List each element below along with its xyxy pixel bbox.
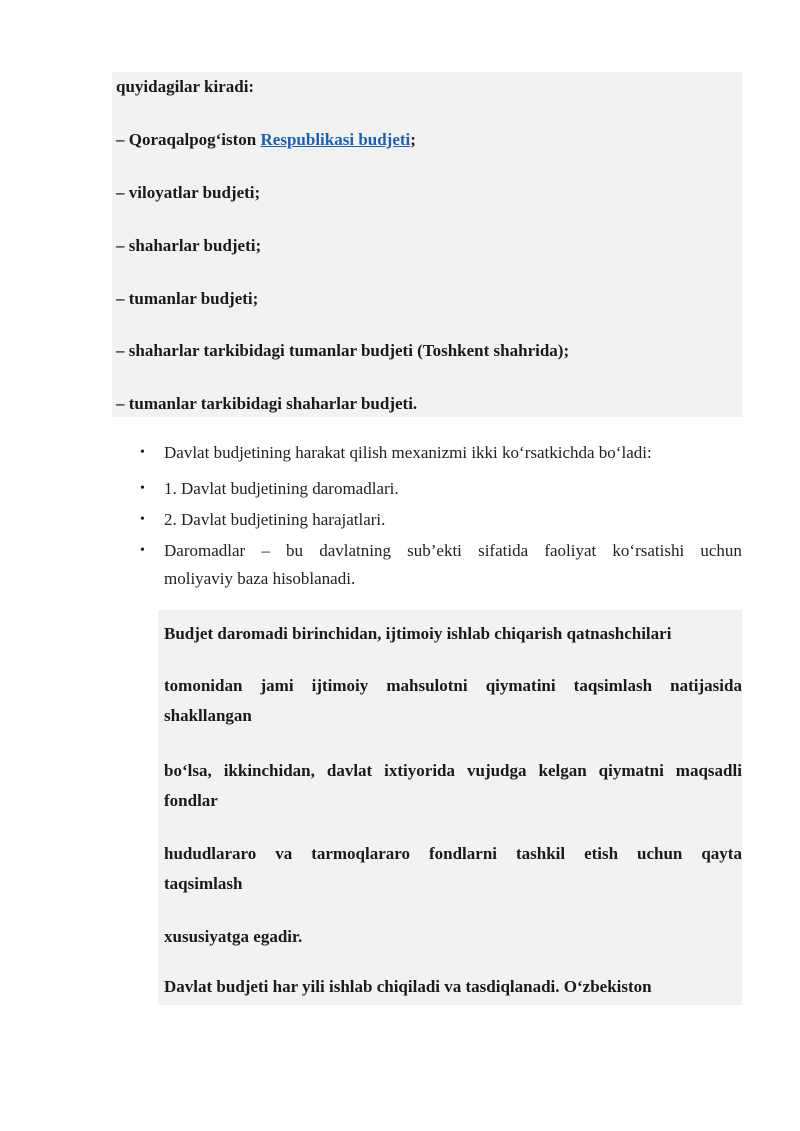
word: bo‘lsa, bbox=[164, 761, 212, 780]
word: etish bbox=[584, 844, 619, 863]
bullet-item: 2. Davlat budjetining harajatlari. bbox=[164, 510, 386, 529]
word: sub’ekti bbox=[407, 541, 462, 560]
word: – bbox=[261, 541, 270, 560]
word: mahsulotni bbox=[386, 676, 468, 695]
bullet-item-continuation: moliyaviy baza hisoblanadi. bbox=[164, 569, 356, 588]
word: uchun bbox=[637, 844, 683, 863]
list-item: – shaharlar budjeti; bbox=[116, 236, 262, 255]
word: Daromadlar bbox=[164, 541, 246, 560]
respublikasi-budjeti-link[interactable]: Respublikasi budjeti bbox=[260, 130, 411, 149]
paragraph-line: shakllangan bbox=[164, 706, 252, 725]
list-item bbox=[116, 129, 416, 151]
list-item: – tumanlar tarkibidagi shaharlar budjeti. bbox=[116, 394, 418, 413]
word: vujudga bbox=[466, 761, 527, 780]
word: qiymatini bbox=[485, 676, 556, 695]
word: davlatning bbox=[319, 541, 391, 560]
word: natijasida bbox=[670, 676, 742, 695]
bullet-marker: • bbox=[140, 445, 145, 460]
word: sifatida bbox=[478, 541, 529, 560]
word: uchun bbox=[700, 541, 742, 560]
paragraph-line: xususiyatga egadir. bbox=[164, 927, 303, 946]
word: ikkinchidan, bbox=[223, 761, 315, 780]
word: maqsadli bbox=[675, 761, 742, 780]
word: taqsimlash bbox=[573, 676, 653, 695]
word: jami bbox=[260, 676, 294, 695]
paragraph-line: Budjet daromadi birinchidan, ijtimoiy ishlab chiqarish qatnashchilari bbox=[164, 624, 672, 643]
paragraph-line: Davlat budjeti har yili ishlab chiqiladi va tasdiqlanadi. O‘zbekiston bbox=[164, 977, 652, 996]
bullet-item bbox=[164, 540, 742, 562]
word: faoliyat bbox=[544, 541, 597, 560]
bullet-item: 1. Davlat budjetining daromadlari. bbox=[164, 479, 399, 498]
bullet-marker: • bbox=[140, 512, 145, 527]
paragraph-line bbox=[164, 675, 742, 697]
word: kelgan bbox=[538, 761, 587, 780]
paragraph-line bbox=[164, 760, 742, 782]
list-item: – viloyatlar budjeti; bbox=[116, 183, 261, 202]
word: ko‘rsatishi bbox=[612, 541, 685, 560]
paragraph-line: fondlar bbox=[164, 791, 218, 810]
paragraph-line bbox=[164, 843, 742, 865]
paragraph-line: taqsimlash bbox=[164, 874, 243, 893]
bullet-marker: • bbox=[140, 543, 145, 558]
bullet-marker: • bbox=[140, 481, 145, 496]
bullet-item: Davlat budjetining harakat qilish mexanizmi ikki ko‘rsatkichda bo‘ladi: bbox=[164, 443, 652, 462]
word: bu bbox=[286, 541, 304, 560]
word: ixtiyorida bbox=[384, 761, 456, 780]
list-item-text: ; bbox=[410, 130, 416, 149]
list-item-text: – Qoraqalpog‘iston bbox=[116, 130, 261, 149]
word: qiymatni bbox=[598, 761, 664, 780]
word: hududlararo bbox=[164, 844, 257, 863]
word: va bbox=[275, 844, 293, 863]
word: davlat bbox=[326, 761, 373, 780]
word: tashkil bbox=[515, 844, 566, 863]
word: fondlarni bbox=[428, 844, 498, 863]
word: tarmoqlararo bbox=[311, 844, 411, 863]
word: tomonidan bbox=[164, 676, 243, 695]
word: ijtimoiy bbox=[311, 676, 369, 695]
list-item: – shaharlar tarkibidagi tumanlar budjeti (Toshkent shahrida); bbox=[116, 341, 570, 360]
word: qayta bbox=[701, 844, 742, 863]
intro-text: quyidagilar kiradi: bbox=[116, 77, 255, 96]
list-item: – tumanlar budjeti; bbox=[116, 289, 259, 308]
